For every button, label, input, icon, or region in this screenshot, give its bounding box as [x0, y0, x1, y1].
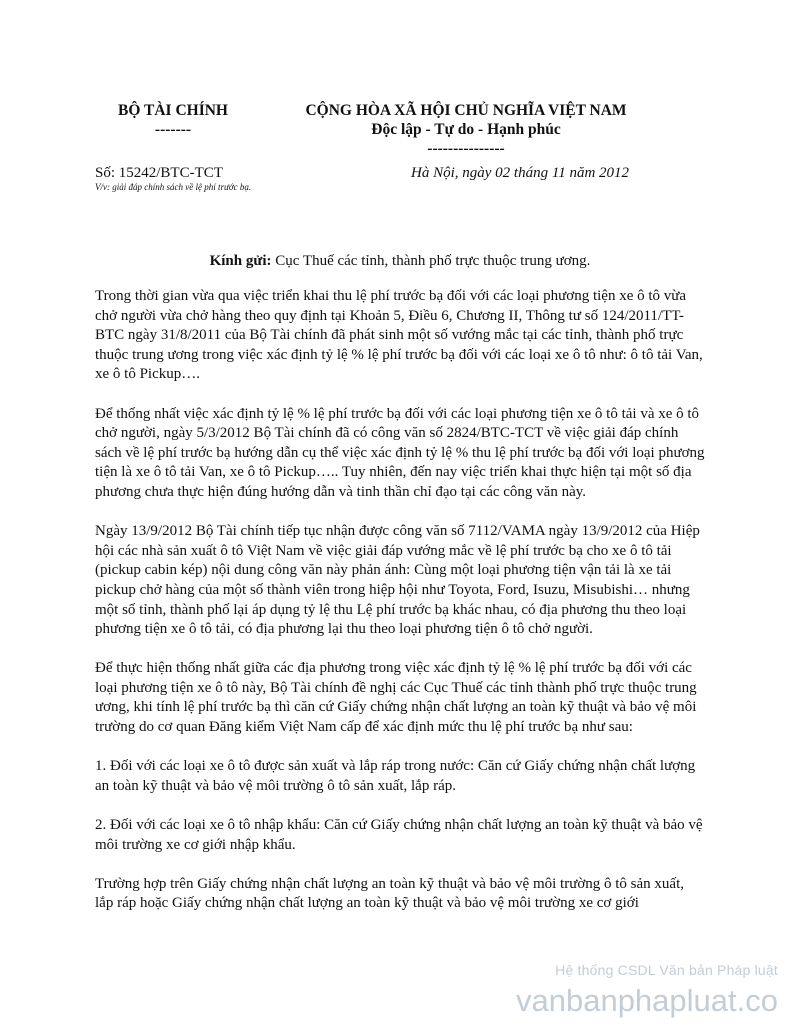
paragraph-7: Trường hợp trên Giấy chứng nhận chất lượng an toàn kỹ thuật và bảo vệ môi trường ô tô sản xuất, lắp ráp hoặc Giấy chứng nhận chất lượng an toàn kỹ thuật và bảo vệ môi trường xe cơ giới — [95, 875, 685, 912]
paragraph-4: Để thực hiện thống nhất giữa các địa phương trong việc xác định tỷ lệ % lệ phí trước bạ đối với các loại phương tiện xe ô tô này, Bộ Tài chính đề nghị các Cục Thuế các tỉnh thành phố trực thuộc trung ương, khi tính lệ phí trước bạ thì căn cứ Giấy chứng nhận chất lượng an toàn kỹ thuật và bảo vệ môi trường do cơ quan Đăng kiểm Việt Nam cấp để xác định mức thu lệ phí trước bạ như sau: — [95, 660, 697, 736]
greeting-recipient: Cục Thuế các tỉnh, thành phố trực thuộc trung ương. — [271, 253, 591, 269]
country-name: CỘNG HÒA XÃ HỘI CHỦ NGHĨA VIỆT NAM — [305, 102, 627, 119]
document-body — [95, 287, 705, 934]
site-watermark — [516, 962, 778, 1019]
national-title-block — [276, 101, 656, 158]
ministry-rule: ------- — [154, 121, 192, 138]
paragraph-6: 2. Đối với các loại xe ô tô nhập khẩu: Căn cứ Giấy chứng nhận chất lượng an toàn kỹ thuật và bảo vệ môi trường xe cơ giới nhập khẩu. — [95, 817, 703, 853]
reference-number: Số: 15242/BTC-TCT — [95, 165, 223, 181]
watermark-domain: vanbanphapluat.co — [515, 983, 778, 1018]
watermark-tagline: Hệ thống CSDL Văn bản Pháp luật — [555, 962, 778, 978]
ministry-name: BỘ TÀI CHÍNH — [118, 102, 228, 119]
ministry-block — [108, 101, 238, 139]
issue-date: Hà Nội, ngày 02 tháng 11 năm 2012 — [411, 165, 630, 181]
motto: Độc lập - Tự do - Hạnh phúc — [371, 121, 561, 138]
paragraph-1: Trong thời gian vừa qua việc triển khai thu lệ phí trước bạ đối với các loại phương tiện xe ô tô vừa chở người vừa chở hàng theo quy định tại Khoản 5, Điều 6, Chương II, Thông tư số 124/2011/TT-BTC ngày 31/8/2011 của Bộ Tài chính đã phát sinh một số vướng mắc tại các tỉnh, thành phố trực thuộc trung ương trong việc xác định tỷ lệ % lệ phí trước bạ đối với các loại xe ô tô như: ô tô tải Van, xe ô tô Pickup…. — [95, 288, 703, 383]
paragraph-3: Ngày 13/9/2012 Bộ Tài chính tiếp tục nhận được công văn số 7112/VAMA ngày 13/9/2012 của Hiệp hội các nhà sản xuất ô tô Việt Nam về việc giải đáp vướng mắc về lệ phí trước bạ cho xe ô tô tải (pickup cabin kép) nội dung công văn này phản ánh: Cùng một loại phương tiện vận tải là xe tải pickup chở hàng của một số thành viên trong hiệp hội như Toyota, Ford, Isuzu, Misubishi… nhưng một số tỉnh, thành phố lại áp dụng tỷ lệ thu Lệ phí trước bạ khác nhau, có địa phương thu theo loại phương tiện xe ô tô tải, có địa phương lại thu theo loại phương tiện ô tô chở người. — [95, 523, 700, 638]
paragraph-2: Để thống nhất việc xác định tỷ lệ % lệ phí trước bạ đối với các loại phương tiện xe ô tô tải và xe ô tô chở người, ngày 5/3/2012 Bộ Tài chính đã có công văn số 2824/BTC-TCT về việc giải đáp chính sách về lệ phí trước bạ hướng dẫn cụ thể việc xác định tỷ lệ % thu lệ phí trước bạ đối với loại phương tiện là xe ô tô tải Van, xe ô tô Pickup….. Tuy nhiên, đến nay việc triển khai thực hiện tại một số địa phương chưa thực hiện đúng hướng dẫn và tinh thần chỉ đạo tại các công văn này. — [95, 405, 705, 500]
motto-rule: --------------- — [427, 140, 505, 157]
greeting — [95, 252, 705, 271]
subject-line: V/v: giải đáp chính sách về lệ phí trước bạ. — [95, 182, 252, 192]
greeting-label: Kính gửi: — [209, 253, 272, 269]
paragraph-5: 1. Đối với các loại xe ô tô được sản xuất và lắp ráp trong nước: Căn cứ Giấy chứng nhận chất lượng an toàn kỹ thuật và bảo vệ môi trường ô tô sản xuất, lắp ráp. — [95, 758, 696, 794]
